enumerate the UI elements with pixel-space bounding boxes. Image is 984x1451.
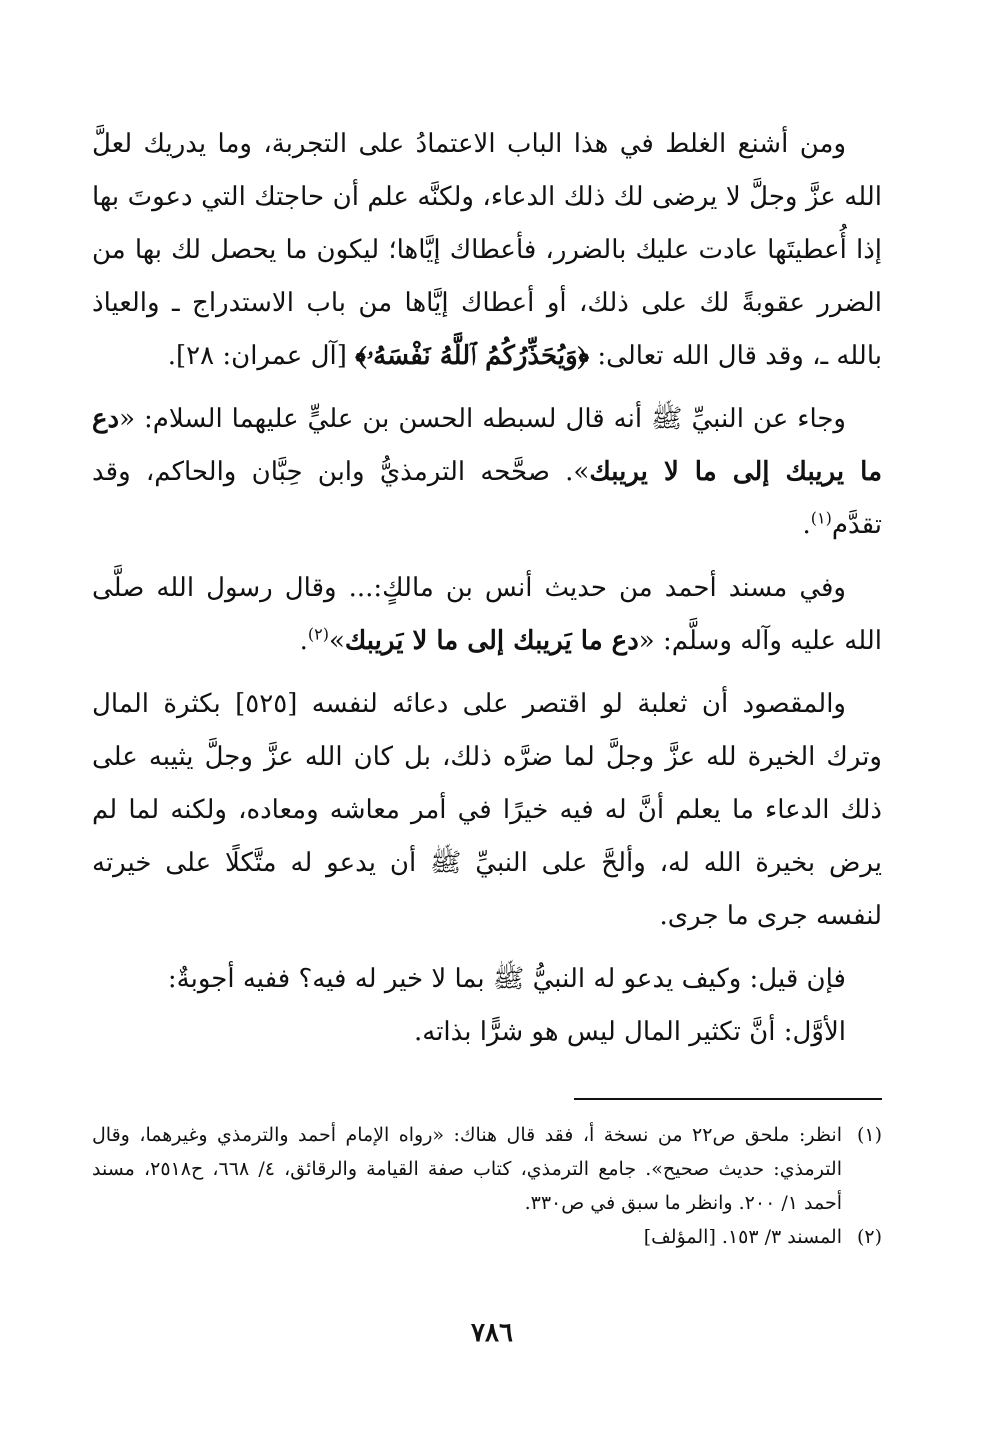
paragraph-2-text-b: ». صحَّحه الترمذيُّ وابن حِبَّان والحاكم، وقد تقدَّم xyxy=(92,457,882,540)
paragraph-3 xyxy=(92,562,882,668)
footnote-separator xyxy=(574,1098,882,1100)
paragraph-1 xyxy=(92,118,882,383)
hadith-quote-2: دع ما يَريبك إلى ما لا يَريبك xyxy=(344,626,639,656)
paragraph-5: فإن قيل: وكيف يدعو له النبيُّ ﷺ بما لا خير له فيه؟ ففيه أجوبةٌ: xyxy=(167,964,846,994)
paragraph-2-text-a: وجاء عن النبيِّ ﷺ أنه قال لسبطه الحسن بن عليٍّ عليهما السلام: « xyxy=(119,404,846,434)
footnote-2-number: (٢) xyxy=(856,1226,882,1248)
hadith-quote-1: دع ما يريبك إلى ما لا يريبك xyxy=(92,404,882,487)
footnotes xyxy=(92,1118,882,1254)
footnote-1 xyxy=(92,1118,882,1220)
footnote-2-text: المسند ٣/ ١٥٣. [المؤلف] xyxy=(643,1226,842,1248)
paragraph-1-text: ومن أشنع الغلط في هذا الباب الاعتمادُ على التجربة، وما يدريك لعلَّ الله عزَّ وجلَّ لا يرضى لك ذلك الدعاء، ولكنَّه علم أن حاجتك التي دعوتَ بها إذا أُعطيتَها عادت عليك بالضرر، فأعطاك إيَّاها؛ ليكون ما يحصل لك بها من الضرر عقوبةً لك على ذلك، أو أعطاك إيَّاها من باب الاستدراج ـ والعياذ بالله ـ، وقد قال الله تعالى: xyxy=(92,129,882,371)
quran-reference: [آل عمران: ٢٨]. xyxy=(167,341,356,371)
paragraph-2 xyxy=(92,393,882,552)
paragraph-3-end: . xyxy=(299,626,308,656)
footnote-ref-1: (١) xyxy=(810,508,832,528)
quran-verse: ﴿وَيُحَذِّرُكُمُ ٱللَّهُ نَفْسَهُۥ﴾ xyxy=(355,341,590,371)
paragraph-2-end: . xyxy=(802,510,811,540)
paragraph-3-text-b: » xyxy=(328,626,345,656)
footnote-ref-2: (٢) xyxy=(307,624,329,644)
paragraph-4: والمقصود أن ثعلبة لو اقتصر على دعائه لنفسه [٥٢٥] بكثرة المال وترك الخيرة لله عزَّ وجلَّ لما ضرَّه ذلك، بل كان الله عزَّ وجلَّ يثيبه على ذلك الدعاء ما يعلم أنَّ له فيه خيرًا في أمر معاشه ومعاده، ولكنه لما لم يرض بخيرة الله له، وألحَّ على النبيِّ ﷺ أن يدعو له متَّكلًا على خيرته لنفسه جرى ما جرى. xyxy=(92,689,882,931)
page-number: ٧٨٦ xyxy=(471,1318,513,1348)
main-text xyxy=(92,118,882,1059)
footnote-1-number: (١) xyxy=(856,1124,882,1146)
footnote-2 xyxy=(92,1220,882,1254)
paragraph-6: الأوَّل: أنَّ تكثير المال ليس هو شرًّا بذاته. xyxy=(413,1017,846,1047)
paragraph-3-text-a: وفي مسند أحمد من حديث أنس بن مالكٍ:... وقال رسول الله صلَّى الله عليه وآله وسلَّم: « xyxy=(92,573,882,656)
footnote-1-text: انظر: ملحق ص٢٢ من نسخة أ، فقد قال هناك: «رواه الإمام أحمد والترمذي وغيرهما، وقال الترمذي: حديث صحيح». جامع الترمذي، كتاب صفة القيامة والرقائق، ٤/ ٦٦٨، ح٢٥١٨، مسند أحمد ١/ ٢٠٠. وانظر ما سبق في ص٣٣٠. xyxy=(92,1124,842,1214)
